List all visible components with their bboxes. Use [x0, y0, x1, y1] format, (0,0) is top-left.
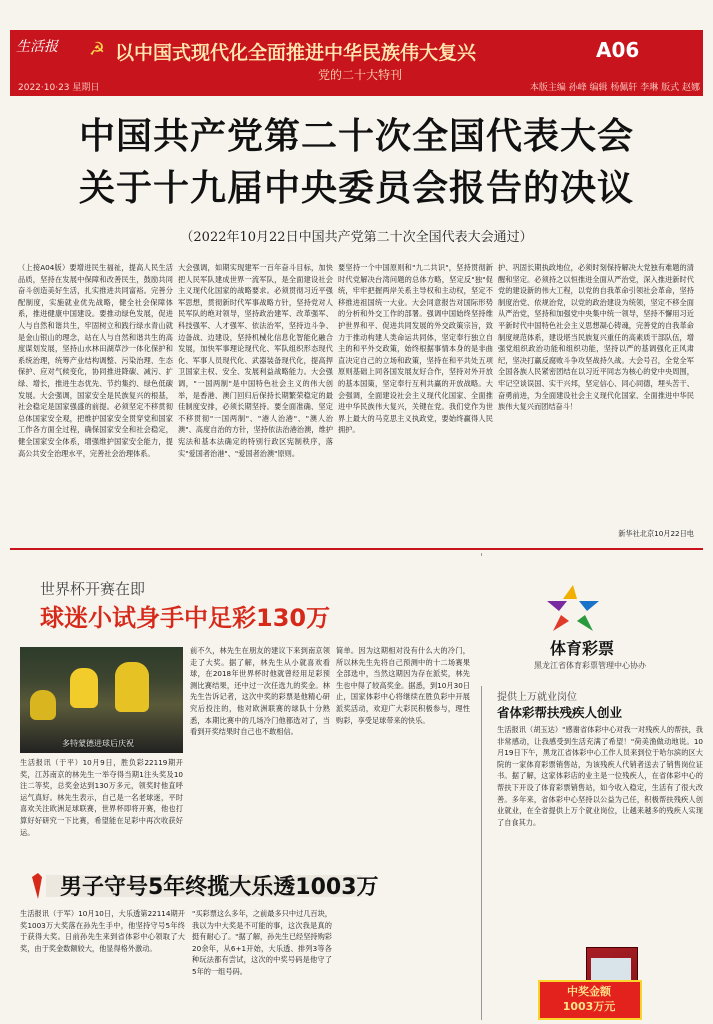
- banner-title: 以中国式现代化全面推进中华民族伟大复兴: [115, 42, 477, 64]
- prize-label: 中奖金额: [567, 985, 611, 998]
- headline-line1: 中国共产党第二十次全国代表大会: [78, 116, 634, 157]
- lottery-column-2: "买彩票这么多年，之前最多只中过几百块，我以为中大奖是不可能的事，这次我是真的挺有耐心了。"据了解，孙先生已经坚持购彩20余年，从6+1开始，大乐透、排列3等各种玩法都有尝试，这次的中奖号码是他守了5年的一组号码。: [192, 909, 332, 976]
- special-issue-label: 党的二十大特刊: [317, 68, 402, 82]
- worldcup-column-3: 简单。因为这期相对没有什么大的冷门，所以林先生先将自己预测中的十二场赛果全部选中，当然这期因为存在派奖，林先生也中得了较高奖金。据悉，到10月30日止，国家体彩中心将继续在胜负彩中开展派奖活动，欢迎广大彩民积极参与，理性购彩，享受足球带来的快乐。: [336, 646, 470, 725]
- worldcup-kicker: 世界杯开赛在即: [40, 580, 146, 598]
- worldcup-column-2: 前不久，林先生在朋友的建议下来到南京领走了大奖。据了解，林先生从小就喜欢看球，在2018年世界杯时他就曾经用足彩预测比赛结果，还中过一次任选九的奖金。林先生告诉记者，这次中奖的彩票是他精心研究后投注的，他对欧洲联赛的球队十分熟悉，本期比赛中的几场冷门他都选对了，当看到开奖结果时自己也不敢相信。: [190, 646, 330, 737]
- section-divider: [10, 548, 703, 550]
- article-column-3: 要坚持一个中国原则和"九二共识"，坚持贯彻新时代党解决台湾问题的总体方略，坚定反"独"促统，牢牢把握两岸关系主导权和主动权，坚定不移推进祖国统一大业。大会同意报告对国际形势的分析和外交工作的部署。强调中国始终坚持维护世界和平、促进共同发展的外交政策宗旨，致力于推动构建人类命运共同体，坚定奉行独立自主的和平外交政策，始终根据事情本身的是非曲直决定自己的立场和政策，坚持在和平共处五项原则基础上同各国发展友好合作，坚持对外开放的基本国策，坚定奉行互利共赢的开放战略。大会强调，全面建设社会主义现代化国家、全面推进中华民族伟大复兴，关键在党。我们党作为世界上最大的马克思主义执政党，要始终赢得人民拥护。: [338, 263, 493, 435]
- article-column-2: 大会强调，如期实现建军一百年奋斗目标，加快把人民军队建成世界一流军队，是全面建设社会主义现代化国家的战略要求。必须贯彻习近平强军思想，贯彻新时代军事战略方针，坚持党对人民军队的绝对领导，坚持政治建军、改革强军、科技强军、人才强军、依法治军，坚持边斗争、边备战、边建设，坚持机械化信息化智能化融合发展，加快军事理论现代化、军队组织形态现代化、军事人员现代化、武器装备现代化，提高捍卫国家主权、安全、发展利益战略能力。大会强调，"一国两制"是中国特色社会主义的伟大创举，是香港、澳门回归后保持长期繁荣稳定的最佳制度安排，必须长期坚持。要全面准确、坚定不移贯彻"一国两制"、"港人治港"、"澳人治澳"、高度自治的方针，坚持依法治港治澳，维护宪法和基本法确定的特别行政区宪制秩序，落实"爱国者治港"、"爱国者治澳"原则。: [178, 263, 333, 458]
- sports-lottery-logo-icon: [543, 583, 603, 633]
- ticket-card: [591, 958, 631, 982]
- prize-amount: [544, 984, 634, 1014]
- page-number: A06: [596, 38, 640, 62]
- player-figure: [30, 690, 56, 720]
- party-flag-icon: ☭: [88, 39, 106, 60]
- issue-date: 2022·10·23 星期日: [18, 83, 100, 93]
- photo-caption: 多特蒙德进球后庆祝: [62, 739, 134, 748]
- headline-line2: 关于十九届中央委员会报告的决议: [78, 168, 634, 209]
- article-column-1: （上接A04版）要增进民生福祉，提高人民生活品质，坚持在发展中保障和改善民生，鼓励共同奋斗创造美好生活，扎实推进共同富裕。完善分配制度，实施就业优先战略，健全社会保障体系，推进健康中国建设。要推动绿色发展，促进人与自然和谐共生，牢固树立和践行绿水青山就是金山银山的理念，站在人与自然和谐共生的高度谋划发展，坚持山水林田湖草沙一体化保护和系统治理，统筹产业结构调整、污染治理、生态保护、应对气候变化，协同推进降碳、减污、扩绿、增长，推进生态优先、节约集约、绿色低碳发展。大会强调，国家安全是民族复兴的根基，社会稳定是国家强盛的前提。必须坚定不移贯彻总体国家安全观，把维护国家安全贯穿党和国家工作各方面全过程，确保国家安全和社会稳定，健全国家安全体系，增强维护国家安全能力，提高公共安全治理水平，完善社会治理体系。: [18, 263, 173, 458]
- player-figure: [70, 668, 98, 708]
- sidebar-kicker: 提供上万就业岗位: [497, 692, 577, 703]
- lottery-headline: 男子守号5年终揽大乐透1003万: [60, 875, 379, 900]
- sidebar-body: 生活报讯（胡玉达）"感谢省体彩中心对我一对残疾人的帮扶，我非常感动，让我感受到生活充满了希望！"荷美渔做动地说。10月19日下午，黑龙江省体彩中心工作人员来到位于哈尔滨的区大院的一家体育彩票销售站，为该残疾人代销者送去了销售岗位证书。据了解，这家体彩店的业主是一位残疾人，在省体彩中心的帮扶下开设了体育彩票销售站，如今收入稳定，生活有了很大改善。多年来，省体彩中心坚持以公益为己任，积极帮扶残疾人创业就业，在全省提供上万个就业岗位，让越来越多的残疾人实现了自食其力。: [497, 725, 703, 827]
- sports-lottery-sponsor: 黑龙江省体育彩票管理中心协办: [534, 661, 646, 670]
- editor-credits: 本版主编 孙峰 编辑 杨佩轩 李琳 版式 赵娜: [529, 83, 700, 93]
- prize-value: 1003万元: [562, 1000, 616, 1013]
- article-column-4: 护、巩固长期执政地位，必须时刻保持解决大党独有难题的清醒和坚定。必须持之以恒推进全面从严治党，深入推进新时代党的建设新的伟大工程，以党的自我革命引领社会革命，坚持制度治党、依规治党，以党的政治建设为统领，坚定不移全面从严治党，坚持和加强党中央集中统一领导，坚持不懈用习近平新时代中国特色社会主义思想凝心铸魂，完善党的自我革命制度规范体系，建设堪当民族复兴重任的高素质干部队伍，增强党组织政治功能和组织功能，坚持以严的基调强化正风肃纪，坚决打赢反腐败斗争攻坚战持久战。大会号召，全党全军全国各族人民紧密团结在以习近平同志为核心的党中央周围，牢记空谈误国、实干兴邦，坚定信心、同心同德，埋头苦干、奋勇前进，为全面建设社会主义现代化国家、全面推进中华民族伟大复兴而团结奋斗！: [498, 263, 694, 412]
- article-signature: 新华社北京10月22日电: [618, 529, 694, 538]
- lottery-column-1: 生活报讯（于军）10月10日，大乐透第22114期开奖1003万大奖落在孙先生手中，他坚持守号5年终于获得大奖。日前孙先生来到省体彩中心领取了大奖，由于奖金数额较大，他显得格外激动。: [20, 909, 185, 953]
- worldcup-headline: 球迷小试身手中足彩130万: [40, 604, 331, 632]
- sports-lottery-name: 体育彩票: [550, 639, 615, 658]
- sidebar-headline: 省体彩帮扶残疾人创业: [497, 705, 623, 720]
- worldcup-column-1: 生活报讯（于平）10月9日，胜负彩22119期开奖，江苏南京的林先生一举夺得当期1注头奖及10注二等奖，总奖金达到130万多元，领奖时他直呼运气真好。林先生表示，自己是一名老球迷，平时喜欢关注欧洲足球联赛，世界杯即将开赛，他也打算好好研究一下比赛，希望能在足彩中再次收获好运。: [20, 758, 183, 837]
- paper-logo: 生活报: [16, 39, 58, 55]
- player-figure: [115, 662, 149, 712]
- headline-subtitle: （2022年10月22日中国共产党第二十次全国代表大会通过）: [180, 230, 533, 245]
